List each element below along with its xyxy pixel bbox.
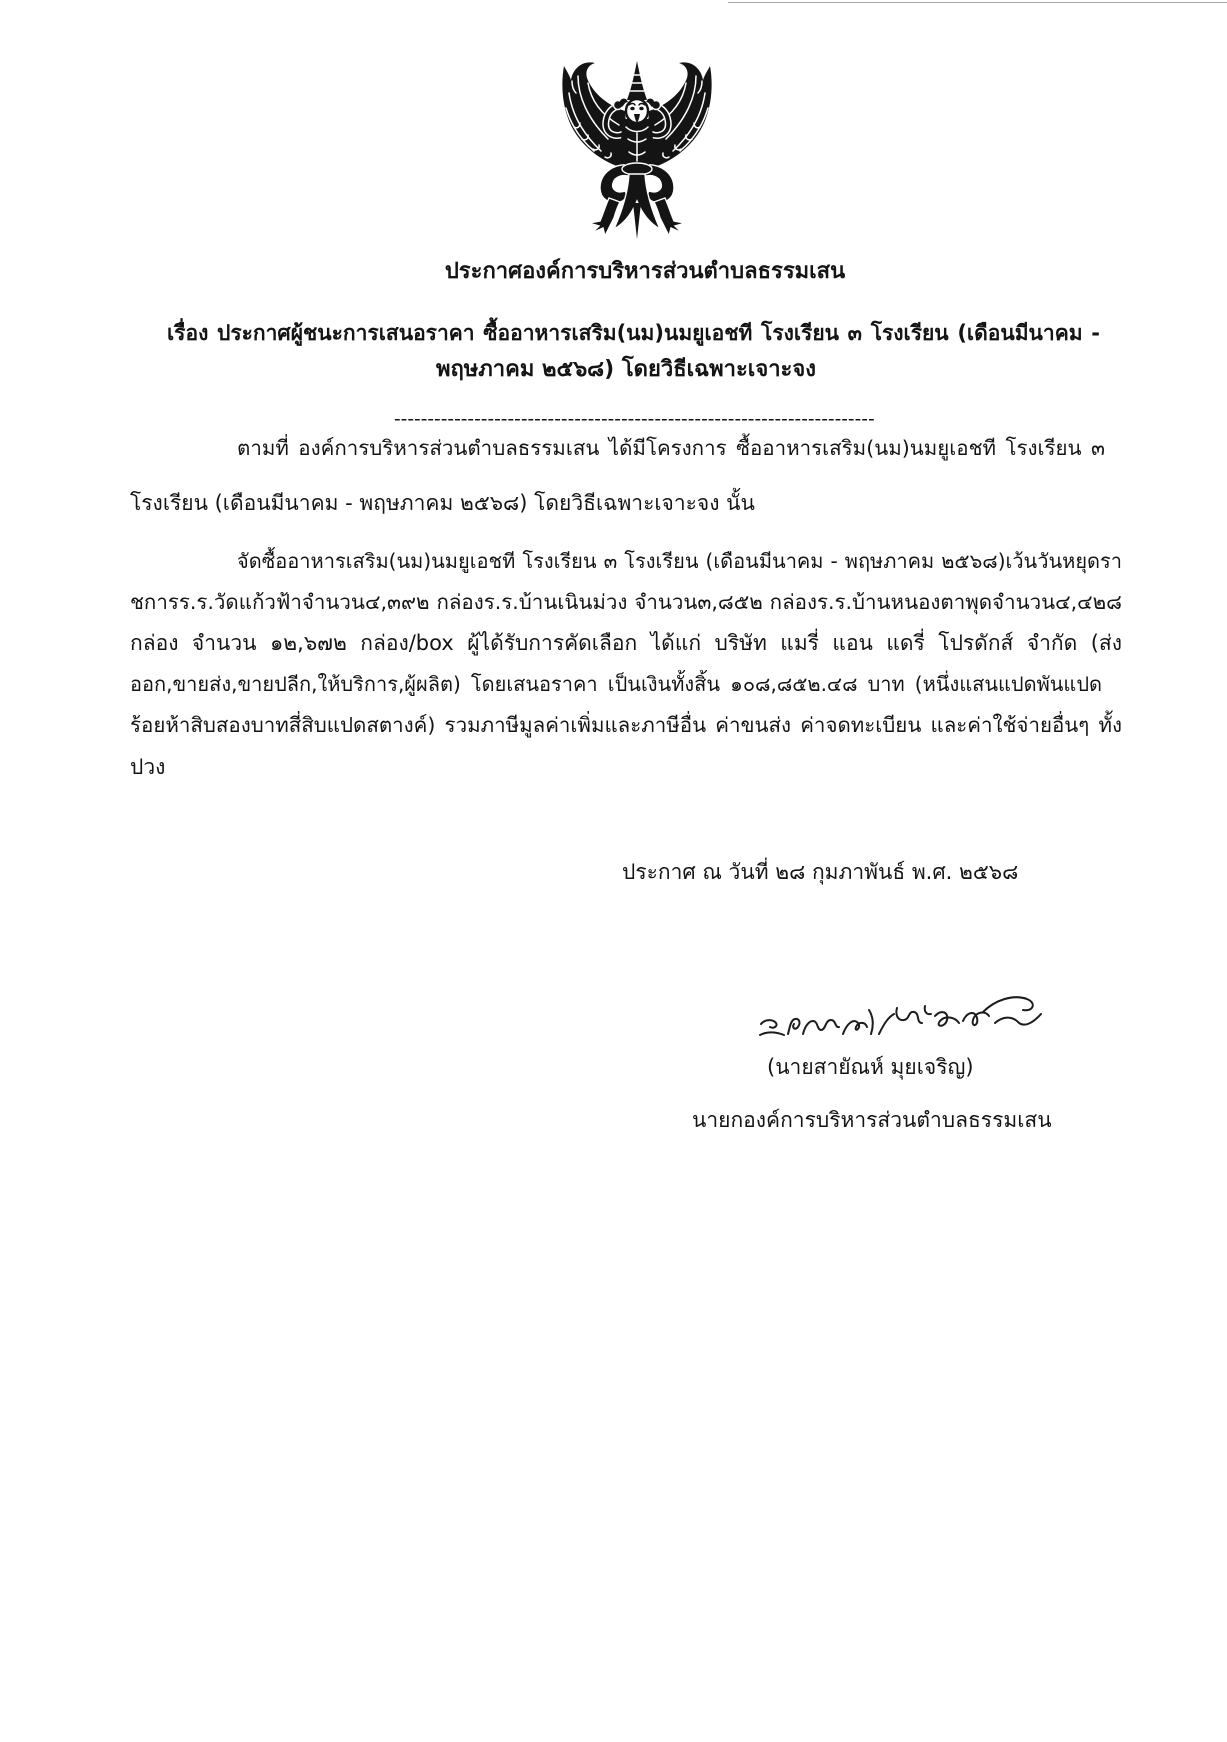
paragraph-line: กล่อง จำนวน ๑๒,๖๗๒ กล่อง/box ผู้ได้รับการคัดเลือก ได้แก่ บริษัท แมรี่ แอน แดรี่ โปรดักส์ จำกัด (ส่ง [130, 631, 1122, 655]
garuda-body [621, 119, 653, 165]
subject-line: พฤษภาคม ๒๕๖๘) โดยวิธีเฉพาะเจาะจง [435, 357, 817, 382]
signature [755, 990, 1047, 1044]
scan-edge-line [728, 2, 1227, 3]
subject-line: เรื่อง ประกาศผู้ชนะการเสนอราคา ซื้ออาหารเสริม(นม)นมยูเอชที โรงเรียน ๓ โรงเรียน (เดือนมีนาคม - [167, 321, 1100, 345]
announcement-title: ประกาศองค์การบริหารส่วนตำบลธรรมเสน [444, 259, 846, 284]
garuda-foot [654, 198, 685, 236]
garuda-face [626, 99, 648, 123]
paragraph-line: ตามที่ องค์การบริหารส่วนตำบลธรรมเสน ได้มีโครงการ ซื้ออาหารเสริม(นม)นมยูเอชที โรงเรียน ๓ [237, 436, 1105, 460]
garuda-belt [622, 163, 652, 175]
paragraph-line: โรงเรียน (เดือนมีนาคม - พฤษภาคม ๒๕๖๘) โดยวิธีเฉพาะเจาะจง นั้น [130, 491, 755, 515]
garuda-emblem [562, 61, 712, 239]
divider-line: ------------------------------------------------------------------------ [394, 409, 875, 430]
garuda-foot [589, 198, 620, 236]
paragraph-line: ออก,ขายส่ง,ขายปลีก,ให้บริการ,ผู้ผลิต) โดยเสนอราคา เป็นเงินทั้งสิ้น ๑๐๘,๘๕๒.๔๘ บาท (หนึ่งแสนแปดพันแปด [130, 672, 1102, 696]
garuda-tail-spike [633, 203, 641, 239]
garuda-wing [645, 62, 712, 167]
signatory-name: (นายสายัณห์ มุยเจริญ) [767, 1055, 974, 1079]
garuda-wing [562, 62, 629, 167]
announcement-date: ประกาศ ณ วันที่ ๒๘ กุมภาพันธ์ พ.ศ. ๒๕๖๘ [622, 860, 1019, 884]
signatory-position: นายกองค์การบริหารส่วนตำบลธรรมเสน [692, 1108, 1052, 1132]
paragraph-line: ปวง [130, 755, 166, 779]
paragraph-line: จัดซื้ออาหารเสริม(นม)นมยูเอชที โรงเรียน ๓ โรงเรียน (เดือนมีนาคม - พฤษภาคม ๒๕๖๘)เว้นวันหยุดรา [237, 549, 1122, 573]
paragraph-line: ร้อยห้าสิบสองบาทสี่สิบแปดสตางค์) รวมภาษีมูลค่าเพิ่มและภาษีอื่น ค่าขนส่ง ค่าจดทะเบียน และค่าใช้จ่ายอื่นๆ ทั้ง [130, 713, 1122, 737]
paragraph-line: ชการร.ร.วัดแก้วฟ้าจำนวน๔,๓๙๒ กล่องร.ร.บ้านเนินม่วง จำนวน๓,๘๕๒ กล่องร.ร.บ้านหนองตาพุดจำนวน๔,๔๒๘ [130, 590, 1122, 614]
